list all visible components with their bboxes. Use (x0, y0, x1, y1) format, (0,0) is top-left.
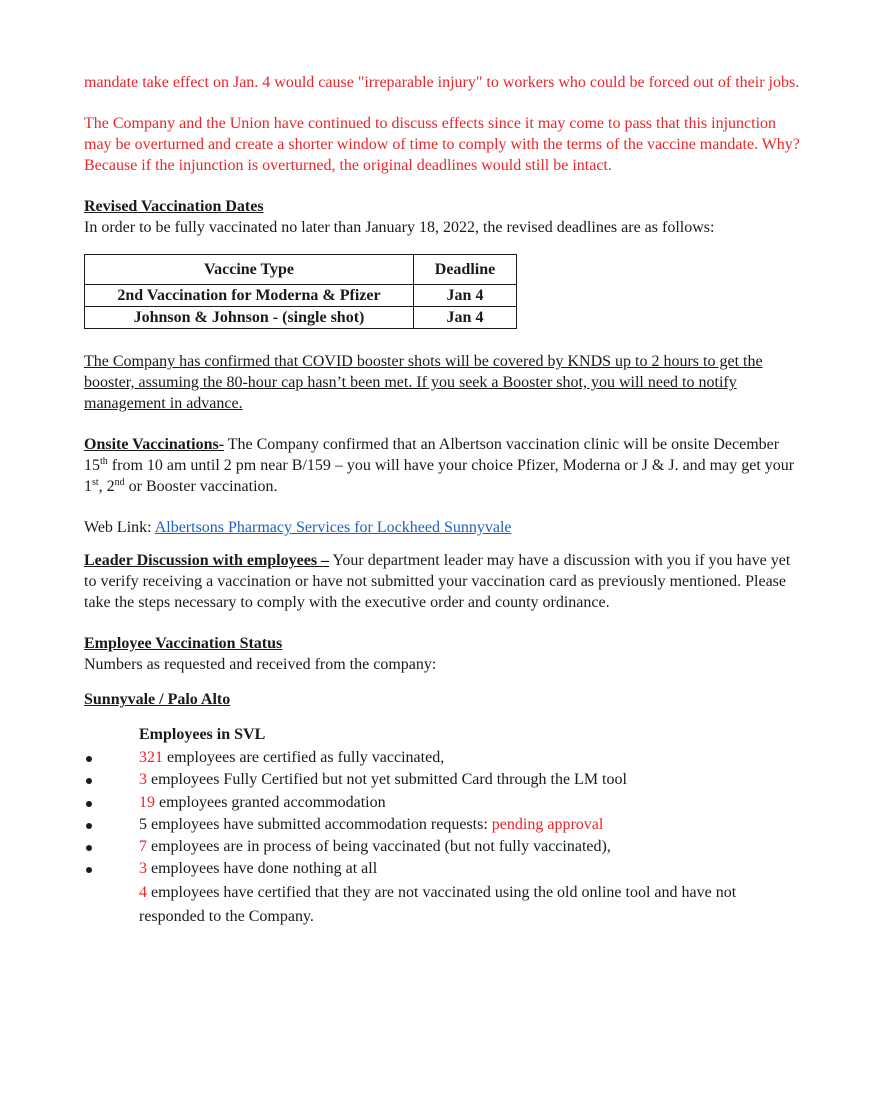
table-row (85, 307, 517, 329)
table-cell-vaccine: Johnson & Johnson - (single shot) (85, 307, 414, 329)
leader-heading: Leader Discussion with employees – (84, 552, 330, 569)
employee-count: 3 (139, 860, 147, 878)
list-item (84, 769, 804, 791)
vaccination-deadline-table (84, 254, 517, 329)
employee-status-text: employees granted accommodation (155, 793, 386, 811)
list-item (84, 814, 804, 836)
list-item (84, 792, 804, 814)
employee-status-list (84, 747, 804, 881)
onsite-text-d: or Booster vaccination. (124, 478, 278, 495)
table-cell-deadline: Jan 4 (414, 285, 517, 307)
employees-svl-subheading: Employees in SVL (139, 726, 266, 743)
onsite-heading: Onsite Vaccinations- (84, 436, 225, 453)
web-link-label: Web Link: (84, 519, 155, 536)
table-cell-deadline: Jan 4 (414, 307, 517, 329)
bullet-icon (86, 778, 92, 784)
vaccination-status-heading: Employee Vaccination Status (84, 635, 283, 652)
onsite-sup-th: th (100, 456, 108, 467)
revised-dates-heading: Revised Vaccination Dates (84, 198, 264, 215)
list-item (84, 836, 804, 858)
table-cell-vaccine: 2nd Vaccination for Moderna & Pfizer (85, 285, 414, 307)
table-row (85, 285, 517, 307)
employee-count: 3 (139, 771, 147, 789)
revised-dates-text: In order to be fully vaccinated no later than January 18, 2022, the revised deadlines are as follows: (84, 219, 715, 236)
employee-status-text: employees have submitted accommodation requests: (147, 815, 492, 833)
location-heading: Sunnyvale / Palo Alto (84, 691, 231, 708)
list-item (84, 858, 804, 880)
onsite-text-c: , 2 (98, 478, 115, 495)
bullet-icon (86, 845, 92, 851)
onsite-text-a: The Company confirmed that an Albertson vaccination clinic will be onsite December 15 (84, 436, 780, 474)
employee-count: 7 (139, 838, 147, 856)
employee-status-text: employees Fully Certified but not yet submitted Card through the LM tool (147, 771, 627, 789)
onsite-sup-st: st (92, 477, 99, 488)
onsite-paragraph (84, 434, 804, 497)
onsite-text-b: from 10 am until 2 pm near B/159 – you will have your choice Pfizer, Moderna or J & J. and may get your 1 (84, 457, 795, 495)
not-vaccinated-note (139, 881, 804, 929)
intro-paragraph-1: mandate take effect on Jan. 4 would cause "irreparable injury" to workers who could be forced out of their jobs. (84, 74, 800, 91)
employee-status-text: employees have done nothing at all (147, 860, 378, 878)
pending-approval-text: pending approval (491, 815, 604, 833)
list-item (84, 747, 804, 769)
table-header-deadline: Deadline (414, 255, 517, 285)
bullet-icon (86, 756, 92, 762)
employee-count: 5 (139, 815, 147, 833)
employee-status-text: employees are certified as fully vaccinated, (163, 749, 445, 766)
booster-paragraph: The Company has confirmed that COVID booster shots will be covered by KNDS up to 2 hours to get the booster, assuming the 80-hour cap hasn’t been met. If you seek a Booster shot, you will need to notify management in advance. (84, 353, 763, 412)
web-link-line (84, 517, 804, 538)
onsite-sup-nd: nd (114, 477, 125, 488)
not-vaccinated-text: employees have certified that they are not vaccinated using the old online tool and have not responded to the Company. (139, 883, 737, 925)
document-page (84, 72, 804, 929)
bullet-icon (86, 867, 92, 873)
employee-status-text: employees are in process of being vaccinated (but not fully vaccinated), (147, 838, 611, 856)
table-header-vaccine-type: Vaccine Type (85, 255, 414, 285)
employee-count: 19 (139, 793, 155, 811)
leader-text: Your department leader may have a discussion with you if you have yet to verify receiving a vaccination or have not submitted your vaccination card as previously mentioned. Please take the steps necessary to comply with the executive order and county ordinance. (84, 552, 791, 611)
albertsons-pharmacy-link[interactable]: Albertsons Pharmacy Services for Lockheed Sunnyvale (154, 519, 512, 536)
bullet-icon (86, 823, 92, 829)
bullet-icon (86, 801, 92, 807)
leader-paragraph (84, 550, 804, 613)
vaccination-status-text: Numbers as requested and received from the company: (84, 656, 437, 673)
employee-count: 321 (139, 749, 163, 766)
intro-paragraph-2: The Company and the Union have continued to discuss effects since it may come to pass that this injunction may be overturned and create a shorter window of time to comply with the terms of the vaccine mandate. Why? Because if the injunction is overturned, the original deadlines would still be intact. (84, 115, 800, 174)
employee-count: 4 (139, 883, 147, 901)
table-header-row (85, 255, 517, 285)
